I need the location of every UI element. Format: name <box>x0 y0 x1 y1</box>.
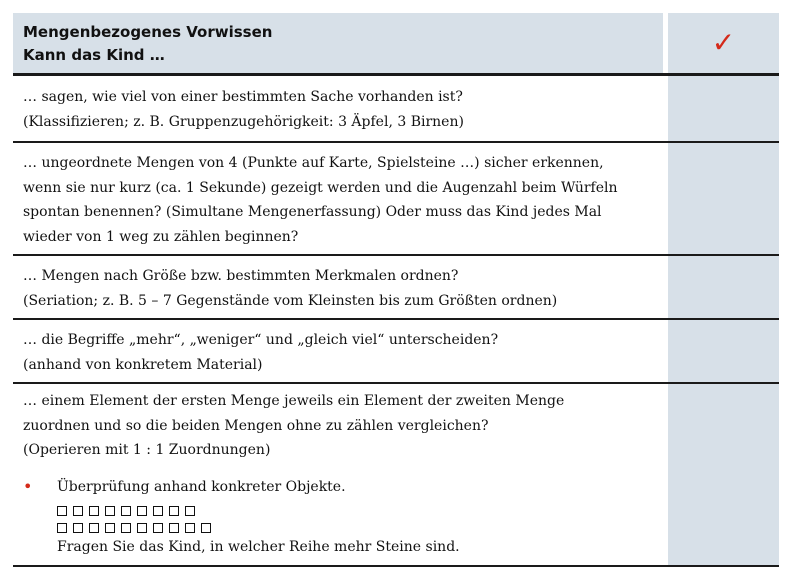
row-text-cell <box>13 256 663 318</box>
row-text-cell <box>13 320 663 382</box>
square-icon <box>57 506 67 516</box>
row-text-line: (Operieren mit 1 : 1 Zuordnungen) <box>23 442 271 458</box>
table-row <box>13 256 779 320</box>
square-icon <box>201 523 211 533</box>
square-row <box>57 506 460 516</box>
check-cell[interactable] <box>668 76 779 141</box>
table-row <box>13 384 779 567</box>
checklist-table <box>13 13 779 567</box>
square-row <box>57 523 460 533</box>
square-icon <box>169 523 179 533</box>
bullet-item <box>23 475 653 560</box>
check-cell[interactable] <box>668 320 779 382</box>
table-row <box>13 320 779 384</box>
square-icon <box>57 523 67 533</box>
square-icon <box>121 523 131 533</box>
row-text-line: (Seriation; z. B. 5 – 7 Gegenstände vom Kleinsten bis zum Größten ordnen) <box>23 292 558 309</box>
header-subtitle: Kann das Kind … <box>23 46 165 64</box>
square-icon <box>121 506 131 516</box>
square-icon <box>137 523 147 533</box>
row-text-line: … ungeordnete Mengen von 4 (Punkte auf Karte, Spielsteine …) sicher erkennen, <box>23 155 604 171</box>
row-text-line: … sagen, wie viel von einer bestimmten Sache vorhanden ist? <box>23 89 463 105</box>
bullet-text: Überprüfung anhand konkreter Objekte. <box>57 478 346 495</box>
table-row <box>13 143 779 256</box>
row-text-line: spontan benennen? (Simultane Mengenerfassung) Oder muss das Kind jedes Mal <box>23 204 602 220</box>
square-icon <box>89 523 99 533</box>
bullet-question: Fragen Sie das Kind, in welcher Reihe mehr Steine sind. <box>57 539 460 555</box>
square-icon <box>153 506 163 516</box>
row-text-line: wieder von 1 weg zu zählen beginnen? <box>23 228 299 245</box>
row-text-line: … Mengen nach Größe bzw. bestimmten Merkmalen ordnen? <box>23 268 459 284</box>
square-icon <box>185 523 195 533</box>
row-text-line: … die Begriffe „mehr“, „weniger“ und „gleich viel“ unterscheiden? <box>23 332 499 348</box>
row-text-line: (anhand von konkretem Material) <box>23 356 263 373</box>
table-header-row <box>13 13 779 76</box>
square-icon <box>89 506 99 516</box>
header-check-cell <box>668 13 779 73</box>
square-icon <box>73 506 83 516</box>
row-text-line: wenn sie nur kurz (ca. 1 Sekunde) gezeigt werden und die Augenzahl beim Würfeln <box>23 179 618 196</box>
square-icon <box>105 523 115 533</box>
row-text-line: … einem Element der ersten Menge jeweils ein Element der zweiten Menge <box>23 393 565 409</box>
bullet-icon: • <box>23 476 33 496</box>
row-text-cell <box>13 143 663 254</box>
bullet-content <box>57 475 460 560</box>
row-text-line: zuordnen und so die beiden Mengen ohne zu zählen vergleichen? <box>23 417 489 434</box>
square-icon <box>185 506 195 516</box>
row-text-cell <box>13 76 663 141</box>
square-icon <box>105 506 115 516</box>
row-text-cell <box>13 384 663 565</box>
header-title-cell <box>13 13 663 73</box>
check-cell[interactable] <box>668 256 779 318</box>
check-cell[interactable] <box>668 384 779 565</box>
check-cell[interactable] <box>668 143 779 254</box>
header-title: Mengenbezogenes Vorwissen <box>23 23 273 41</box>
checkmark-icon: ✓ <box>711 26 736 59</box>
square-icon <box>153 523 163 533</box>
square-icon <box>169 506 179 516</box>
square-icon <box>137 506 147 516</box>
table-row <box>13 76 779 143</box>
row-text-line: (Klassifizieren; z. B. Gruppenzugehörigkeit: 3 Äpfel, 3 Birnen) <box>23 113 464 130</box>
square-icon <box>73 523 83 533</box>
